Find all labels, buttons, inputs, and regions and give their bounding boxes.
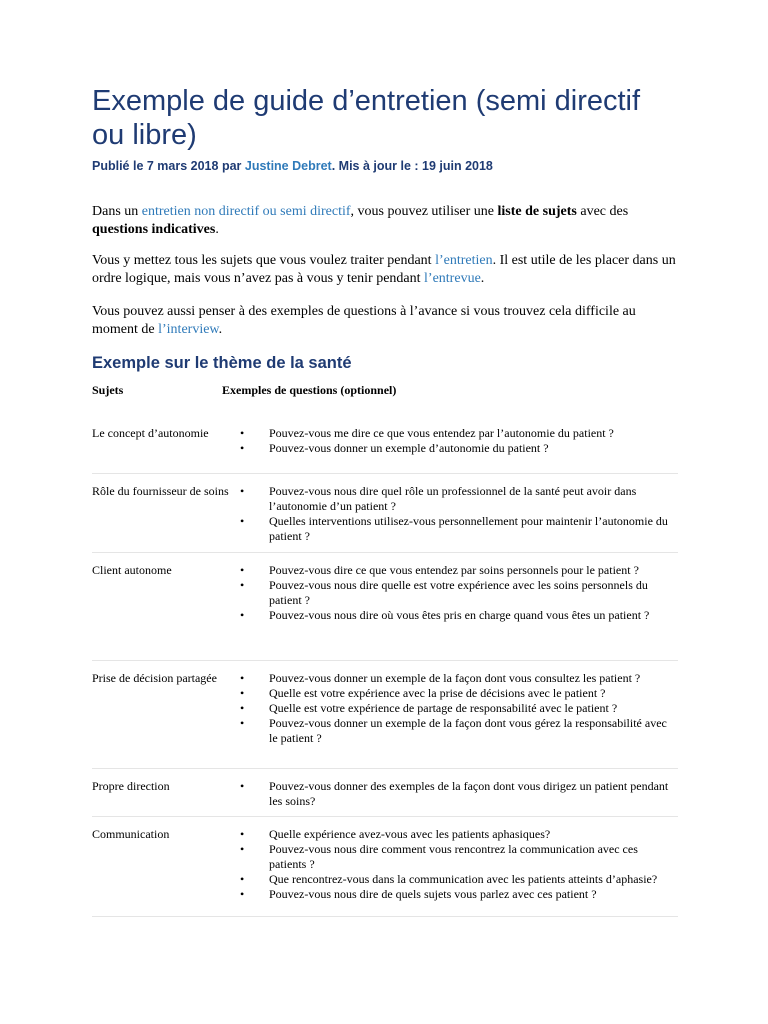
question-text: Pouvez-vous donner un exemple de la façon dont vous consultez les patient ? bbox=[269, 671, 641, 685]
question-list bbox=[240, 563, 678, 623]
text-run: . bbox=[480, 271, 485, 286]
bullet-icon: • bbox=[240, 426, 245, 440]
text-run: avec des bbox=[576, 204, 629, 219]
page-title: Exemple de guide d’entretien (semi directif ou libre) bbox=[92, 85, 641, 151]
question-text: Pouvez-vous nous dire quel rôle un professionnel de la santé peut avoir dans l’autonomie d’un patient ? bbox=[269, 484, 637, 513]
bullet-icon: • bbox=[240, 716, 245, 730]
question-item bbox=[240, 827, 678, 842]
table-header-questions: Exemples de questions (optionnel) bbox=[222, 383, 397, 397]
question-text: Quelle est votre expérience avec la prise de décisions avec le patient ? bbox=[269, 686, 606, 700]
question-item bbox=[240, 608, 678, 623]
question-item bbox=[240, 426, 678, 441]
text-run: Vous pouvez aussi penser à des exemples de questions à l’avance si vous trouvez cela difficile au moment de bbox=[92, 304, 636, 337]
entretien-link[interactable]: entretien non directif ou semi directif bbox=[141, 204, 351, 219]
question-text: Pouvez-vous donner un exemple de la façon dont vous gérez la responsabilité avec le patient ? bbox=[269, 716, 667, 745]
bullet-icon: • bbox=[240, 514, 245, 528]
question-text: Pouvez-vous nous dire quelle est votre expérience avec les soins personnels du patient ? bbox=[269, 578, 648, 607]
question-item bbox=[240, 887, 678, 902]
entrevue-link[interactable]: l’entrevue bbox=[424, 271, 481, 286]
text-run: Vous y mettez tous les sujets que vous voulez traiter pendant bbox=[92, 253, 436, 268]
text-run: , vous pouvez utiliser une bbox=[350, 204, 498, 219]
question-list bbox=[240, 827, 678, 902]
question-list bbox=[240, 779, 678, 809]
question-item bbox=[240, 842, 678, 872]
bold-text: questions indicatives bbox=[92, 222, 216, 237]
question-list bbox=[240, 426, 678, 456]
question-text: Pouvez-vous donner un exemple d’autonomie du patient ? bbox=[269, 441, 549, 455]
question-text: Que rencontrez-vous dans la communication avec les patients atteints d’aphasie? bbox=[269, 872, 658, 886]
text-run: . bbox=[218, 322, 223, 337]
updated-date: . Mis à jour le : 19 juin 2018 bbox=[331, 159, 493, 173]
question-item bbox=[240, 441, 678, 456]
question-text: Quelles interventions utilisez-vous personnellement pour maintenir l’autonomie du patient ? bbox=[269, 514, 668, 543]
row-divider bbox=[92, 816, 678, 817]
third-paragraph bbox=[92, 303, 682, 339]
bullet-icon: • bbox=[240, 578, 245, 592]
text-run: . bbox=[215, 222, 219, 237]
question-item bbox=[240, 716, 678, 746]
question-text: Pouvez-vous nous dire comment vous rencontrez la communication avec ces patients ? bbox=[269, 842, 638, 871]
question-item bbox=[240, 671, 678, 686]
question-item bbox=[240, 484, 678, 514]
question-list bbox=[240, 671, 678, 746]
question-text: Pouvez-vous me dire ce que vous entendez par l’autonomie du patient ? bbox=[269, 426, 614, 440]
interview-link[interactable]: l’interview bbox=[158, 322, 219, 337]
bullet-icon: • bbox=[240, 441, 245, 455]
subject-cell: Rôle du fournisseur de soins bbox=[92, 484, 229, 498]
published-date: Publié le 7 mars 2018 par bbox=[92, 159, 245, 173]
subject-cell: Le concept d’autonomie bbox=[92, 426, 209, 440]
row-divider bbox=[92, 473, 678, 474]
bullet-icon: • bbox=[240, 842, 245, 856]
bullet-icon: • bbox=[240, 484, 245, 498]
question-item bbox=[240, 514, 678, 544]
text-run: Dans un bbox=[92, 204, 142, 219]
question-item bbox=[240, 779, 678, 809]
question-text: Pouvez-vous nous dire où vous êtes pris en charge quand vous êtes un patient ? bbox=[269, 608, 650, 622]
bullet-icon: • bbox=[240, 887, 245, 901]
bullet-icon: • bbox=[240, 701, 245, 715]
question-text: Pouvez-vous donner des exemples de la façon dont vous dirigez un patient pendant les soins? bbox=[269, 779, 669, 808]
publication-meta bbox=[92, 158, 493, 174]
question-text: Quelle expérience avez-vous avec les patients aphasiques? bbox=[269, 827, 551, 841]
bold-text: liste de sujets bbox=[497, 204, 577, 219]
row-divider bbox=[92, 552, 678, 553]
subject-cell: Communication bbox=[92, 827, 170, 841]
bullet-icon: • bbox=[240, 686, 245, 700]
entretien-link-2[interactable]: l’entretien bbox=[435, 253, 493, 268]
bullet-icon: • bbox=[240, 827, 245, 841]
bullet-icon: • bbox=[240, 671, 245, 685]
author-link[interactable]: Justine Debret bbox=[244, 159, 332, 173]
subject-cell: Prise de décision partagée bbox=[92, 671, 217, 685]
question-item bbox=[240, 872, 678, 887]
subject-cell: Client autonome bbox=[92, 563, 172, 577]
question-item bbox=[240, 686, 678, 701]
bullet-icon: • bbox=[240, 872, 245, 886]
bullet-icon: • bbox=[240, 779, 245, 793]
row-divider bbox=[92, 768, 678, 769]
question-list bbox=[240, 484, 678, 544]
bullet-icon: • bbox=[240, 563, 245, 577]
question-text: Pouvez-vous nous dire de quels sujets vous parlez avec ces patient ? bbox=[269, 887, 597, 901]
section-title: Exemple sur le thème de la santé bbox=[92, 354, 352, 372]
intro-paragraph bbox=[92, 203, 682, 239]
question-item bbox=[240, 563, 678, 578]
subject-cell: Propre direction bbox=[92, 779, 170, 793]
table-header-sujets: Sujets bbox=[92, 383, 124, 397]
question-text: Pouvez-vous dire ce que vous entendez par soins personnels pour le patient ? bbox=[269, 563, 639, 577]
row-divider bbox=[92, 660, 678, 661]
question-item bbox=[240, 701, 678, 716]
row-divider bbox=[92, 916, 678, 917]
text-run: . Il est utile de les placer dans un ordre logique, mais vous n’avez pas à vous y tenir pendant bbox=[92, 253, 676, 286]
question-item bbox=[240, 578, 678, 608]
bullet-icon: • bbox=[240, 608, 245, 622]
question-text: Quelle est votre expérience de partage de responsabilité avec le patient ? bbox=[269, 701, 618, 715]
second-paragraph bbox=[92, 252, 682, 288]
